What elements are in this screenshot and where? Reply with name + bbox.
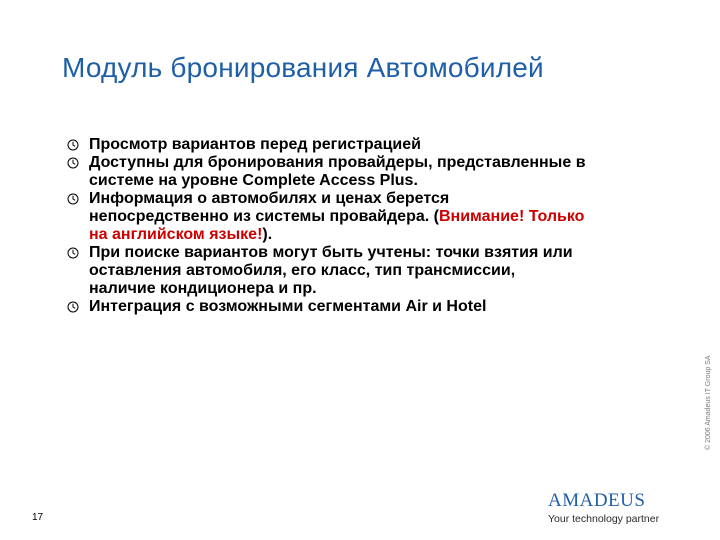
bullet-item	[66, 136, 586, 154]
bullet-item	[66, 244, 586, 298]
clock-bullet-icon	[67, 247, 79, 259]
bullet-text-end: ).	[262, 226, 273, 243]
bullet-text: Просмотр вариантов перед регистрацией	[89, 136, 421, 153]
page-number: 17	[32, 512, 44, 523]
logo-wordmark: amadeus	[548, 482, 646, 512]
bullet-text: Интеграция с возможными сегментами Air и Hotel	[89, 298, 487, 315]
clock-bullet-icon	[67, 193, 79, 205]
bullet-text: Информация о автомобилях и ценах берется непосредственно из системы провайдера. (	[89, 190, 450, 225]
bullet-item	[66, 154, 586, 190]
clock-bullet-icon	[67, 157, 79, 169]
bullet-item	[66, 298, 586, 316]
warning-highlight: Внимание! Только на английском языке!	[89, 208, 585, 243]
clock-bullet-icon	[67, 139, 79, 151]
bullet-text: Доступны для бронирования провайдеры, представленные в системе на уровне Complete Access Plus.	[89, 154, 586, 189]
bullet-list	[66, 136, 586, 316]
bullet-item	[66, 190, 586, 244]
copyright-notice: © 2006 Amadeus IT Group SA	[705, 355, 712, 450]
amadeus-logo	[548, 484, 700, 526]
logo-tagline: Your technology partner	[548, 513, 660, 525]
slide-title: Модуль бронирования Автомобилей	[62, 52, 544, 83]
bullet-text: При поиске вариантов могут быть учтены: точки взятия или оставления автомобиля, его класс, тип трансмиссии, наличие кондиционера и пр.	[89, 244, 573, 297]
clock-bullet-icon	[67, 301, 79, 313]
